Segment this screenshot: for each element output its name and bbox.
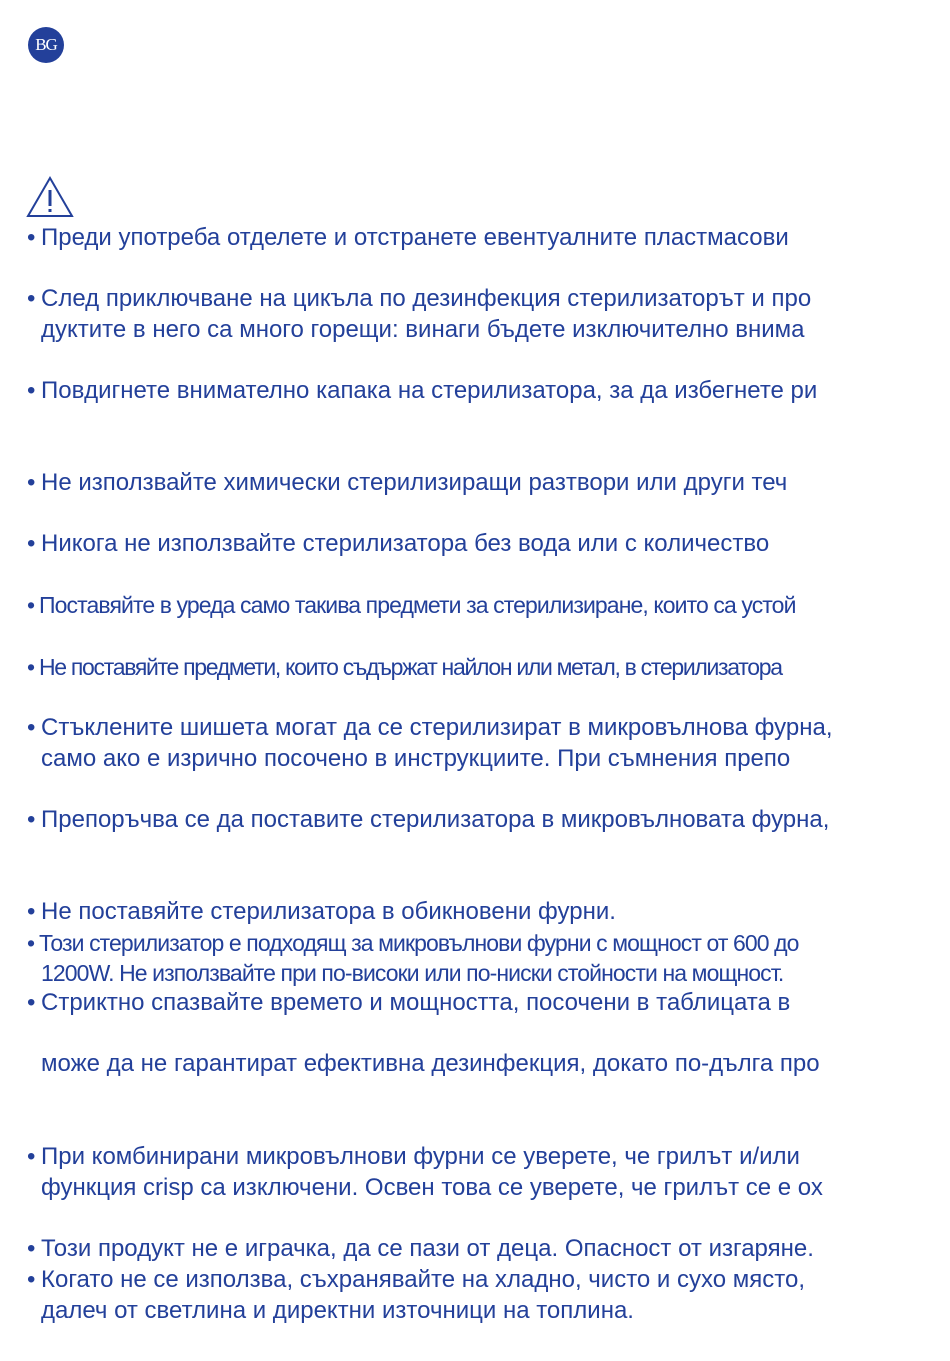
item-text: Не поставяйте предмети, които съдържат найлон или метал, в стерилизатора <box>39 654 782 680</box>
bullet: • <box>27 714 36 741</box>
bullet: • <box>27 530 36 557</box>
bullet: • <box>27 654 35 680</box>
bullet: • <box>27 592 35 618</box>
item-text: Не използвайте химически стерилизиращи разтвори или други теч <box>41 469 788 496</box>
item-text: Никога не използвайте стерилизатора без вода или с количество <box>41 530 770 557</box>
bullet: • <box>27 930 35 956</box>
item-text: Повдигнете внимателно капака на стерилизатора, за да избегнете ри <box>41 377 818 404</box>
item-text: далеч от светлина и директни източници на топлина. <box>41 1297 634 1324</box>
item-text: Стъклените шишета могат да се стерилизират в микровълнова фурна, <box>41 714 833 741</box>
item-text: 1200W. Не използвайте при по-високи или по-ниски стойности на мощност. <box>41 960 784 986</box>
item-text: само ако е изрично посочено в инструкциите. При съмнения препо <box>41 745 791 772</box>
item-text: функция crisp са изключени. Освен това се уверете, че грилът се е ох <box>41 1174 823 1201</box>
item-text: Не поставяйте стерилизатора в обикновени фурни. <box>41 898 616 925</box>
bullet: • <box>27 1235 36 1262</box>
item-text: може да не гарантират ефективна дезинфекция, докато по-дълга про <box>41 1050 820 1077</box>
bullet: • <box>27 898 36 925</box>
item-text: Поставяйте в уреда само такива предмети за стерилизиране, които са устой <box>39 592 796 618</box>
item-text: Препоръчва се да поставите стерилизатора в микровълновата фурна, <box>41 806 830 833</box>
item-text: Когато не се използва, съхранявайте на хладно, чисто и сухо място, <box>41 1266 805 1293</box>
language-badge: BG <box>28 27 64 63</box>
item-text: След приключване на цикъла по дезинфекция стерилизаторът и про <box>41 285 812 312</box>
warning-triangle-icon <box>26 176 74 218</box>
bullet: • <box>27 806 36 833</box>
bullet: • <box>27 1266 36 1293</box>
bullet: • <box>27 377 36 404</box>
bullet: • <box>27 989 36 1016</box>
item-text: Този продукт не е играчка, да се пази от деца. Опасност от изгаряне. <box>41 1235 814 1262</box>
item-text: Този стерилизатор е подходящ за микровълнови фурни с мощност от 600 до <box>39 930 799 956</box>
item-text: Преди употреба отделете и отстранете евентуалните пластмасови <box>41 224 789 251</box>
bullet: • <box>27 285 36 312</box>
item-text: дуктите в него са много горещи: винаги бъдете изключително внима <box>41 316 805 343</box>
bullet: • <box>27 469 36 496</box>
bullet: • <box>27 1143 36 1170</box>
item-text: При комбинирани микровълнови фурни се уверете, че грилът и/или <box>41 1143 800 1170</box>
item-text: Стриктно спазвайте времето и мощността, посочени в таблицата в <box>41 989 791 1016</box>
bullet: • <box>27 224 36 251</box>
